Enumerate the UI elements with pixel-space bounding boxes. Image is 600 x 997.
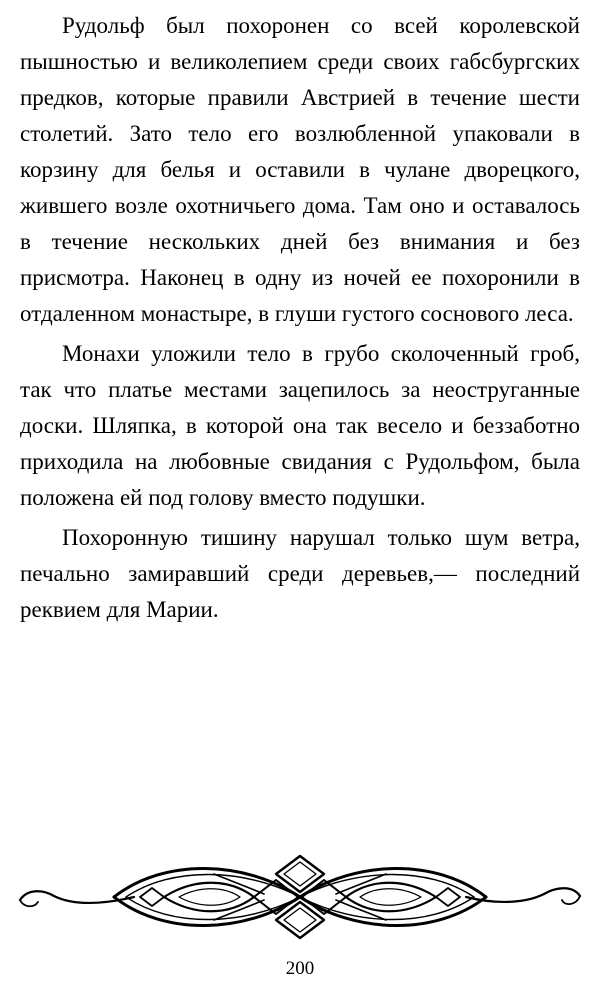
paragraph-3: Похоронную тишину нарушал только шум ветра, печально замиравший среди деревьев,— последний реквием для Марии. bbox=[20, 525, 580, 622]
decorative-knot-ornament-icon bbox=[14, 848, 586, 946]
body-text bbox=[20, 8, 580, 632]
paragraph-1: Рудольф был похоронен со всей королевской пышностью и великолепием среди своих габсбургских предков, которые правили Австрией в течение шести столетий. Зато тело его возлюбленной упаковали в корзину для белья и оставили в чулане дворецкого, жившего возле охотничьего дома. Там оно и оставалось в течение нескольких дней без внимания и без присмотра. Наконец в одну из ночей ее похоронили в отдаленном монастыре, в глуши густого соснового леса. bbox=[20, 13, 580, 326]
page-number: 200 bbox=[285, 958, 315, 979]
paragraph-2: Монахи уложили тело в грубо сколоченный гроб, так что платье местами зацепилось за неоструганные доски. Шляпка, в которой она так весело и беззаботно приходила на любовные свидания с Рудольфом, была положена ей под голову вместо подушки. bbox=[20, 341, 580, 510]
